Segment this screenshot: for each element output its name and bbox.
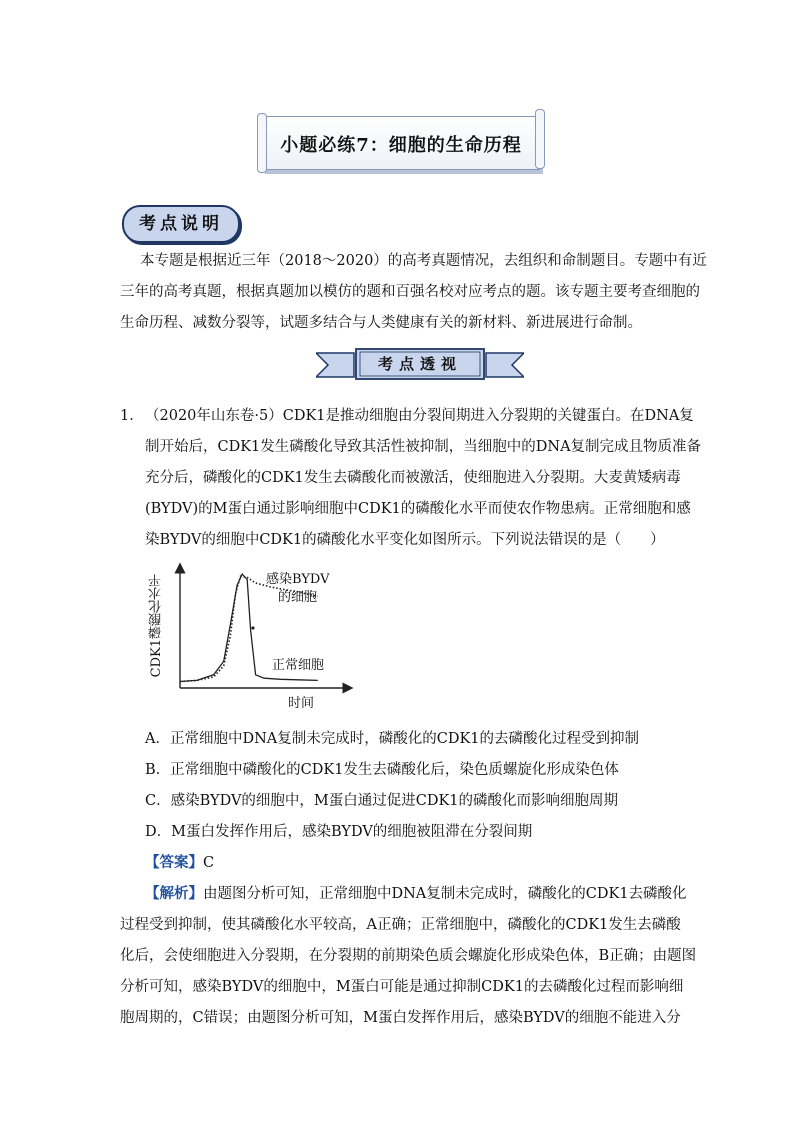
question-line-2: 制开始后，CDK1发生磷酸化导致其活性被抑制，当细胞中的DNA复制完成且物质准备: [145, 439, 702, 455]
analysis-line-3: 化后，会使细胞进入分裂期，在分裂期的前期染色质会螺旋化形成染色体，B正确；由题图: [120, 948, 697, 964]
ribbon-label: 考点透视: [377, 355, 462, 373]
question-line-4: (BYDV)的M蛋白通过影响细胞中CDK1的磷酸化水平而使农作物患病。正常细胞和感: [145, 501, 691, 517]
intro-line-1: 本专题是根据近三年（2018～2020）的高考真题情况，去组织和命制题目。专题中有近: [140, 253, 707, 269]
question-number: 1．: [120, 408, 144, 424]
answer-value: C: [203, 855, 215, 871]
title-banner: [262, 116, 540, 170]
page-title: 小题必练7：细胞的生命历程: [280, 135, 522, 156]
analysis-line-2: 过程受到抑制，使其磷酸化水平较高，A正确；正常细胞中，磷酸化的CDK1发生去磷酸: [120, 917, 681, 933]
intro-line-2: 三年的高考真题，根据真题加以模仿的题和百强名校对应考点的题。该专题主要考查细胞的: [120, 284, 700, 300]
section-ribbon: [316, 347, 524, 381]
analysis-text-1: 由题图分析可知，正常细胞中DNA复制未完成时，磷酸化的CDK1去磷酸化: [203, 886, 687, 902]
analysis-label: 【解析】: [145, 885, 203, 902]
option-b: B．正常细胞中磷酸化的CDK1发生去磷酸化后，染色质螺旋化形成染色体: [145, 762, 619, 778]
chart-ylabel: CDK1磷酸化水平: [149, 574, 164, 678]
analysis-line-5: 胞周期的，C错误；由题图分析可知，M蛋白发挥作用后，感染BYDV的细胞不能进入分: [120, 1010, 681, 1026]
stray-dot: [251, 626, 254, 629]
question-line-3: 充分后，磷酸化的CDK1发生去磷酸化而被激活，使细胞进入分裂期。大麦黄矮病毒: [145, 470, 681, 486]
chart-label-infected-2: 的细胞: [278, 590, 318, 605]
option-d: D．M蛋白发挥作用后，感染BYDV的细胞被阻滞在分裂间期: [145, 824, 533, 840]
option-a: A．正常细胞中DNA复制未完成时，磷酸化的CDK1的去磷酸化过程受到抑制: [145, 731, 640, 747]
chart-label-infected-1: 感染BYDV: [266, 572, 330, 587]
answer-row: [145, 851, 214, 872]
intro-line-3: 生命历程、减数分裂等，试题多结合与人类健康有关的新材料、新进展进行命制。: [120, 315, 642, 331]
chart-label-normal: 正常细胞: [272, 658, 325, 673]
option-c: C．感染BYDV的细胞中，M蛋白通过促进CDK1的磷酸化而影响细胞周期: [145, 793, 619, 809]
chart-xlabel: 时间: [288, 696, 315, 711]
analysis-line-1: [145, 882, 687, 903]
cdk1-chart: [148, 562, 358, 712]
answer-label: 【答案】: [145, 854, 203, 871]
analysis-line-4: 分析可知，感染BYDV的细胞中，M蛋白可能是通过抑制CDK1的去磷酸化过程而影响细: [120, 979, 684, 995]
question-line-5: 染BYDV的细胞中CDK1的磷酸化水平变化如图所示。下列说法错误的是（ ）: [145, 532, 665, 548]
question-line-1: （2020年山东卷·5）CDK1是推动细胞由分裂间期进入分裂期的关键蛋白。在DNA复: [145, 408, 694, 424]
section-badge-intro: 考点说明: [122, 205, 240, 243]
